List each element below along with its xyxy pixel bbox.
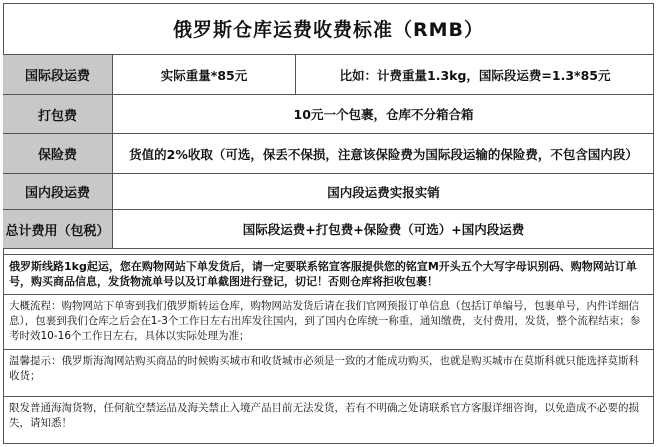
notice-process: 大概流程：购物网站下单寄到我们俄罗斯转运仓库，购物网站发货后请在我们官网预报订单信息（包括订单编号，包裹单号，内件详细信息），包裹到我们仓库之后会在1-3个工作日左右出库发往国内，到了国内仓库统一称重，通知缴费，支付费用，发货，整个流程结束；参考时效10-16个工作日左右，具体以实际处理为准； bbox=[3, 295, 654, 350]
fee-value: 实际重量*85元 bbox=[113, 55, 296, 94]
fee-value: 10元一个包裹，仓库不分箱合箱 bbox=[293, 107, 474, 122]
fee-row-international bbox=[3, 55, 654, 95]
fee-value: 国内段运费实报实销 bbox=[327, 184, 440, 200]
page-title: 俄罗斯仓库运费收费标准（RMB） bbox=[3, 3, 654, 55]
fee-example: 比如：计费重量1.3kg，国际段运费=1.3*85元 bbox=[339, 67, 611, 83]
fee-label: 保险费 bbox=[3, 134, 113, 173]
notice-registration: 俄罗斯线路1kg起运，您在购物网站下单发货后，请一定要联系铭宣客服提供您的铭宣M开头五个大写字母识别码、购物网站订单号，购买商品信息，发货物流单号以及订单截图进行登记，切记！否则仓库将拒收包裹！ bbox=[3, 255, 654, 295]
notice-tips: 温馨提示：俄罗斯海淘网站购买商品的时候购买城市和收货城市必须是一致的才能成功购买，也就是购买城市在莫斯科就只能选择莫斯科收货； bbox=[3, 350, 654, 397]
fee-label: 总计费用（包税） bbox=[3, 210, 113, 248]
notice-restrictions: 限发普通海淘货物，任何航空禁运品及海关禁止入境产品目前无法发货，若有不明确之处请联系官方客服详细咨询，以免造成不必要的损失，请知悉！ bbox=[9, 402, 639, 429]
fee-label: 国际段运费 bbox=[3, 55, 113, 94]
fee-row-domestic bbox=[3, 174, 654, 210]
fee-row-insurance bbox=[3, 134, 654, 174]
fee-value: 国际段运费+打包费+保险费（可选）+国内段运费 bbox=[242, 222, 525, 237]
fee-row-packing bbox=[3, 95, 654, 134]
fee-label: 国内段运费 bbox=[3, 174, 113, 209]
fee-value: 货值的2%收取（可选，保丢不保损，注意该保险费为国际段运输的保险费，不包含国内段） bbox=[129, 146, 638, 162]
fee-row-total bbox=[3, 210, 654, 249]
fee-label: 打包费 bbox=[3, 95, 113, 133]
